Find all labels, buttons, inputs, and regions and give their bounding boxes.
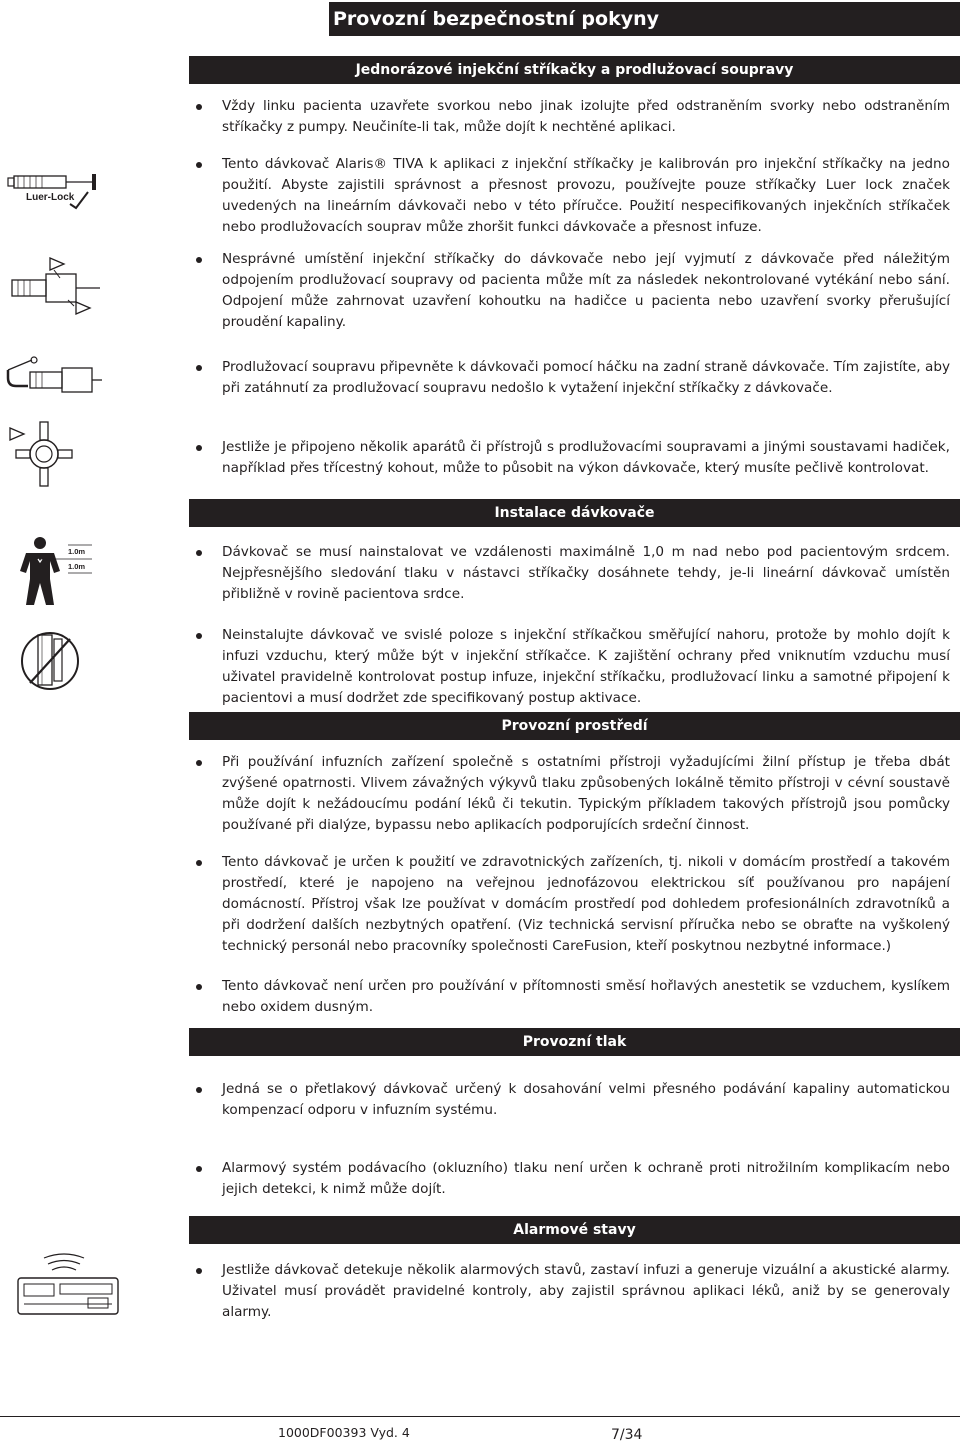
- bullet-environment-2: Tento dávkovač je určen k použití ve zdravotnických zařízeních, tj. nikoli v domácím prostředí a takovém prostředí, které je napojeno na veřejnou jednofázovou elektrickou síť používanou pro napájení domácností. Přístroj však lze používat v domácím prostředí pod dohledem profesionálních zdravotníků a při dodržení dalších nezbytných opatření. (Viz technická servisní příručka nebo se obraťte na vyškolený technický personál nebo pracovníky společnosti CareFusion, kteří poskytnou nezbytné informace.): [222, 852, 950, 957]
- height-label-top: 1.0m: [68, 547, 86, 556]
- section-heading-installation: Instalace dávkovače: [189, 499, 960, 527]
- bullet-syringes-4: Prodlužovací soupravu připevněte k dávkovači pomocí háčku na zadní straně dávkovače. Tím zajistíte, aby při zatáhnutí za prodlužovací soupravu nedošlo k vytažení injekční stříkačky z dávkovače.: [222, 357, 950, 399]
- bullet-pressure-2: Alarmový systém podávacího (okluzního) tlaku není určen k ochraně proti nitrožilním komplikacím nebo jejich detekci, k nimž může dojít.: [222, 1158, 950, 1200]
- bullet-pressure-1: Jedná se o přetlakový dávkovač určený k dosahování velmi přesného podávání kapaliny automatickou kompenzací odporu v infuzním systému.: [222, 1079, 950, 1121]
- patient-height-icon: [4, 535, 94, 610]
- bullet-environment-3: Tento dávkovač není určen pro používání v přítomnosti směsí hořlavých anestetik se vzduchem, kyslíkem nebo oxidem dusným.: [222, 976, 950, 1018]
- bullet-syringes-3: Nesprávné umístění injekční stříkačky do dávkovače nebo její vyjmutí z dávkovače před náležitým odpojením prodlužovací soupravy od pacienta může mít za následek nekontrolované vytékání nebo sání. Odpojení může zahrnovat uzavření kohoutku na hadičce u pacienta nebo uzavření svorky přerušující proudění kapaliny.: [222, 249, 950, 333]
- section-heading-syringes: Jednorázové injekční stříkačky a prodlužovací soupravy: [189, 56, 960, 84]
- alarm-pump-icon: [4, 1250, 124, 1320]
- extension-hook-icon: [4, 350, 104, 400]
- section-heading-pressure: Provozní tlak: [189, 1028, 960, 1056]
- bullet-installation-1: Dávkovač se musí nainstalovat ve vzdálenosti maximálně 1,0 m nad nebo pod pacientovým srdcem. Nejpřesnějšího sledování tlaku v nástavci stříkačky dosáhnete tehdy, je-li lineární dávkovač umístěn přibližně v rovině pacientova srdce.: [222, 542, 950, 605]
- bullet-syringes-2: Tento dávkovač Alaris® TIVA k aplikaci z injekční stříkačky je kalibrován pro injekční stříkačky na jedno použití. Abyste zajistili správnost a přesnost provozu, používejte pouze stříkačky Luer lock značek uvedených na lineárním dávkovači nebo v této příručce. Použití nespecifikovaných injekčních stříkaček nebo prodlužovacích souprav může zhoršit funkci dávkovače a přesnost infuze.: [222, 154, 950, 238]
- section-heading-environment: Provozní prostředí: [189, 712, 960, 740]
- bullet-alarms-1: Jestliže dávkovač detekuje několik alarmových stavů, zastaví infuzi a generuje vizuální a akustické alarmy. Uživatel musí provádět pravidelné kontroly, aby zajistil správnou aplikaci léků, aniž by se generovaly alarmy.: [222, 1260, 950, 1323]
- page-title: Provozní bezpečnostní pokyny: [329, 2, 960, 36]
- height-label-bottom: 1.0m: [68, 562, 86, 571]
- luer-lock-label: Luer-Lock: [26, 192, 75, 203]
- footer-doc-number: 1000DF00393 Vyd. 4: [278, 1425, 410, 1440]
- footer-page-number: 7/34: [611, 1427, 643, 1443]
- stopcock-icon: [4, 418, 74, 488]
- bullet-syringes-1: Vždy linku pacienta uzavřete svorkou nebo jinak izolujte před odstraněním svorky nebo odstraněním stříkačky z pumpy. Neučiníte-li tak, může dojít k nechtěné aplikaci.: [222, 96, 950, 138]
- luer-lock-syringe-icon: [4, 168, 104, 210]
- section-heading-alarms: Alarmové stavy: [189, 1216, 960, 1244]
- no-vertical-icon: [18, 625, 82, 697]
- footer-divider: [0, 1416, 960, 1417]
- syringe-removal-icon: [4, 244, 104, 324]
- bullet-installation-2: Neinstalujte dávkovač ve svislé poloze s injekční stříkačkou směřující nahoru, protože by mohlo dojít k infuzi vzduchu, který může být v injekční stříkačce. K zajištění ochrany před vniknutím vzduchu musí uživatel pravidelně kontrolovat postup infuze, injekční stříkačku, prodlužovací linku a samotné připojení k pacientovi a musí dodržet zde specifikovaný postup aktivace.: [222, 625, 950, 709]
- bullet-syringes-5: Jestliže je připojeno několik aparátů či přístrojů s prodlužovacími soupravami a jinými soustavami hadiček, například přes třícestný kohout, může to působit na výkon dávkovače, který musíte pečlivě kontrolovat.: [222, 437, 950, 479]
- bullet-environment-1: Při používání infuzních zařízení společně s ostatními přístroji vyžadujícími žilní přístup je třeba dbát zvýšené opatrnosti. Vlivem závažných výkyvů tlaku způsobených lokálně těmito přístroji v cévní soustavě může dojít k nežádoucímu podání léků či tekutin. Typickým příkladem takových přístrojů jsou pomůcky používané při dialýze, bypassu nebo aplikacích podporujících srdeční činnost.: [222, 752, 950, 836]
